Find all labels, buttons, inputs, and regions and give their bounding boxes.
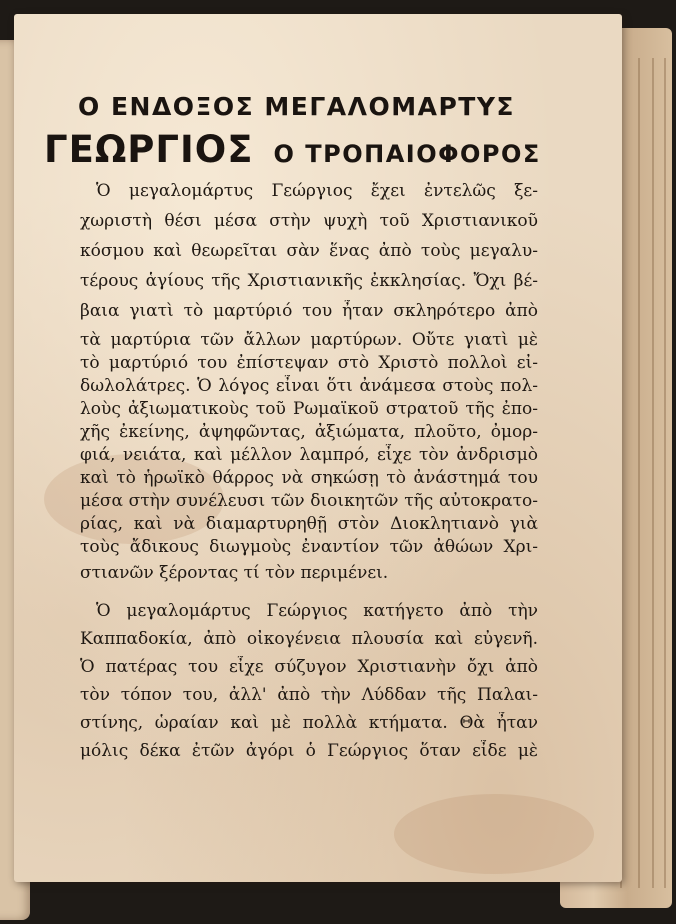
text-line: τέρους ἁγίους τῆς Χριστιανικῆς ἐκκλησίας. Ὄχι βέ- (80, 271, 538, 291)
text-line: κόσμου καὶ θεωρεῖται σὰν ἕνας ἀπὸ τοὺς μεγαλυ- (80, 241, 538, 261)
text-line: λοὺς ἀξιωματικοὺς τοῦ Ρωμαϊκοῦ στρατοῦ τῆς ἐπο- (80, 399, 538, 419)
text-line: βαια γιατὶ τὸ μαρτύριό του ἦταν σκληρότερο ἀπὸ (80, 301, 538, 321)
text-line: χωριστὴ θέσι μέσα στὴν ψυχὴ τοῦ Χριστιανικοῦ (80, 211, 538, 231)
text-line: Ὁ πατέρας του εἶχε σύζυγον Χριστιανὴν ὄχι ἀπὸ (80, 657, 538, 677)
title-line-2 (44, 128, 541, 171)
text-line: τὰ μαρτύρια τῶν ἄλλων μαρτύρων. Οὔτε γιατὶ μὲ (80, 330, 538, 350)
title-name: ΓΕΩΡΓΙΟΣ (44, 128, 254, 171)
text-line: τὸν τόπον του, ἀλλ' ἀπὸ τὴν Λύδδαν τῆς Παλαι- (80, 685, 538, 705)
text-line: μέσα στὴν συνέλευσι τῶν διοικητῶν τῆς αὐτοκρατο- (80, 491, 538, 511)
text-line: δωλολάτρες. Ὁ λόγος εἶναι ὅτι ἀνάμεσα στοὺς πολ- (80, 376, 538, 396)
text-line: ρίας, καὶ νὰ διαμαρτυρηθῇ στὸν Διοκλητιανὸ γιὰ (80, 514, 538, 534)
text-line: φιά, νειάτα, καὶ μέλλον λαμπρό, εἶχε τὸν ἀνδρισμὸ (80, 445, 538, 465)
text-line: στίνης, ὡραίαν καὶ μὲ πολλὰ κτήματα. Θὰ ἦταν (80, 713, 538, 733)
page-edge-line (664, 58, 666, 888)
title-epithet: Ο ΤΡΟΠΑΙΟΦΟΡΟΣ (273, 140, 541, 168)
paper-stain (394, 794, 594, 874)
title-line-1: Ο ΕΝΔΟΞΟΣ ΜΕΓΑΛΟΜΑΡΤΥΣ (78, 92, 516, 121)
text-line: τὸ μαρτύριό του ἐπίστεψαν στὸ Χριστὸ πολλοὶ εἰ- (80, 353, 538, 373)
text-line: Ὁ μεγαλομάρτυς Γεώργιος ἔχει ἐντελῶς ξε- (96, 181, 538, 201)
text-line: Ὁ μεγαλομάρτυς Γεώργιος κατήγετο ἀπὸ τὴν (96, 601, 538, 621)
text-line: στιανῶν ξέροντας τί τὸν περιμένει. (80, 563, 389, 583)
text-line: χῆς ἐκείνης, ἀψηφῶντας, ἀξιώματα, πλοῦτο, ὀμορ- (80, 422, 538, 442)
page-edge-line (652, 58, 654, 888)
text-line: μόλις δέκα ἐτῶν ἀγόρι ὁ Γεώργιος ὅταν εἶδε μὲ (80, 741, 538, 761)
text-line: καὶ τὸ ἡρωϊκὸ θάρρος νὰ σηκώσῃ τὸ ἀνάστημά του (80, 468, 538, 488)
text-line: τοὺς ἄδικους διωγμοὺς ἐναντίον τῶν ἀθώων Χρι- (80, 537, 538, 557)
page-edge-line (638, 58, 640, 888)
text-line: Καππαδοκία, ἀπὸ οἰκογένεια πλουσία καὶ εὐγενῆ. (80, 629, 538, 649)
